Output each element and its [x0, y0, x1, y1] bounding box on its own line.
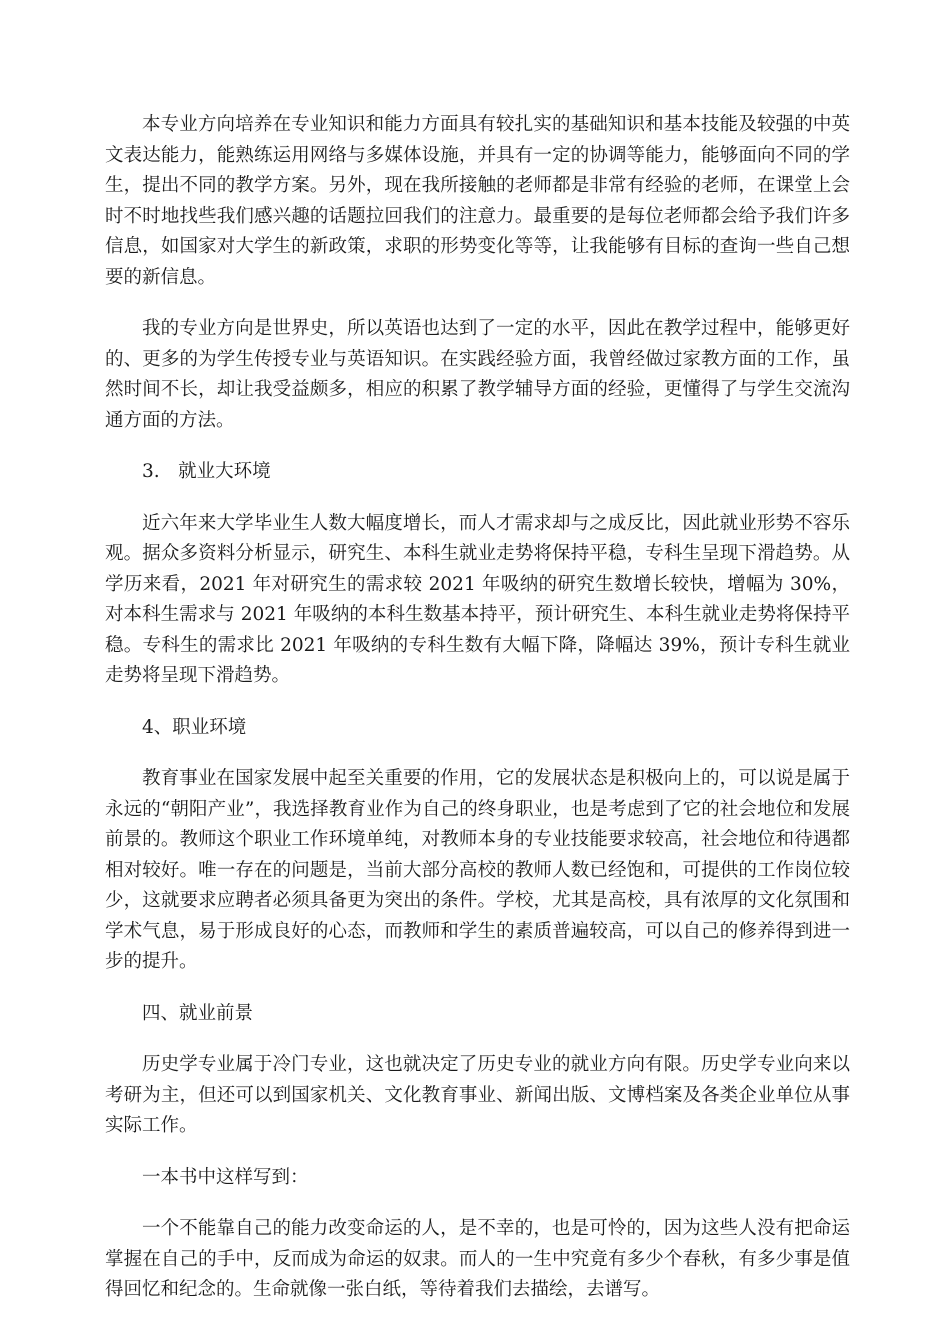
- paragraph-major-training: 本专业方向培养在专业知识和能力方面具有较扎实的基础知识和基本技能及较强的中英文表达能力，能熟练运用网络与多媒体设施，并具有一定的协调等能力，能够面向不同的学生，提出不同的教学方案。另外，现在我所接触的老师都是非常有经验的老师，在课堂上会时不时地找些我们感兴趣的话题拉回我们的注意力。最重要的是每位老师都会给予我们许多信息，如国家对大学生的新政策，求职的形势变化等等，让我能够有目标的查询一些自己想要的新信息。: [105, 114, 850, 288]
- paragraph-education-career: 教育事业在国家发展中起至关重要的作用，它的发展状态是积极向上的，可以说是属于永远的“朝阳产业”，我选择教育业作为自己的终身职业，也是考虑到了它的社会地位和发展前景的。教师这个职业工作环境单纯，对教师本身的专业技能要求较高，社会地位和待遇都相对较好。唯一存在的问题是，当前大部分高校的教师人数已经饱和，可提供的工作岗位较少，这就要求应聘者必须具备更为突出的条件。学校，尤其是高校，具有浓厚的文化氛围和学术气息，易于形成良好的心态，而教师和学生的素质普遍较高，可以自己的修养得到进一步的提升。: [105, 768, 850, 972]
- paragraph-book-quote-intro: 一本书中这样写到：: [142, 1166, 309, 1188]
- paragraph-employment-trend: 近六年来大学毕业生人数大幅度增长，而人才需求却与之成反比，因此就业形势不容乐观。据众多资料分析显示，研究生、本科生就业走势将保持平稳，专科生呈现下滑趋势。从学历来看，2021 年对研究生的需求较 2021 年吸纳的研究生数增长较快，增幅为 30%，对本科生需求与 2021 年吸纳的本科生数基本持平，预计研究生、本科生就业走势将保持平稳。专科生的需求比 2021 年吸纳的专科生数有大幅下降，降幅达 39%，预计专科生就业走势将呈现下滑趋势。: [105, 512, 850, 686]
- section-heading-employment-environment: 3. 就业大环境: [142, 461, 271, 482]
- section-heading-career-environment: 4、职业环境: [142, 716, 247, 738]
- paragraph-history-major: 历史学专业属于冷门专业，这也就决定了历史专业的就业方向有限。历史学专业向来以考研为主，但还可以到国家机关、文化教育事业、新闻出版、文博档案及各类企业单位从事实际工作。: [105, 1054, 850, 1136]
- paragraph-major-direction: 我的专业方向是世界史，所以英语也达到了一定的水平，因此在教学过程中，能够更好的、更多的为学生传授专业与英语知识。在实践经验方面，我曾经做过家教方面的工作，虽然时间不长，却让我受益颇多，相应的积累了教学辅导方面的经验，更懂得了与学生交流沟通方面的方法。: [105, 318, 850, 431]
- paragraph-fate-quote: 一个不能靠自己的能力改变命运的人，是不幸的，也是可怜的，因为这些人没有把命运掌握在自己的手中，反而成为命运的奴隶。而人的一生中究竟有多少个春秋，有多少事是值得回忆和纪念的。生命就像一张白纸，等待着我们去描绘，去谱写。: [105, 1218, 850, 1300]
- section-heading-employment-prospects: 四、就业前景: [142, 1002, 254, 1024]
- document-body: [105, 110, 850, 1327]
